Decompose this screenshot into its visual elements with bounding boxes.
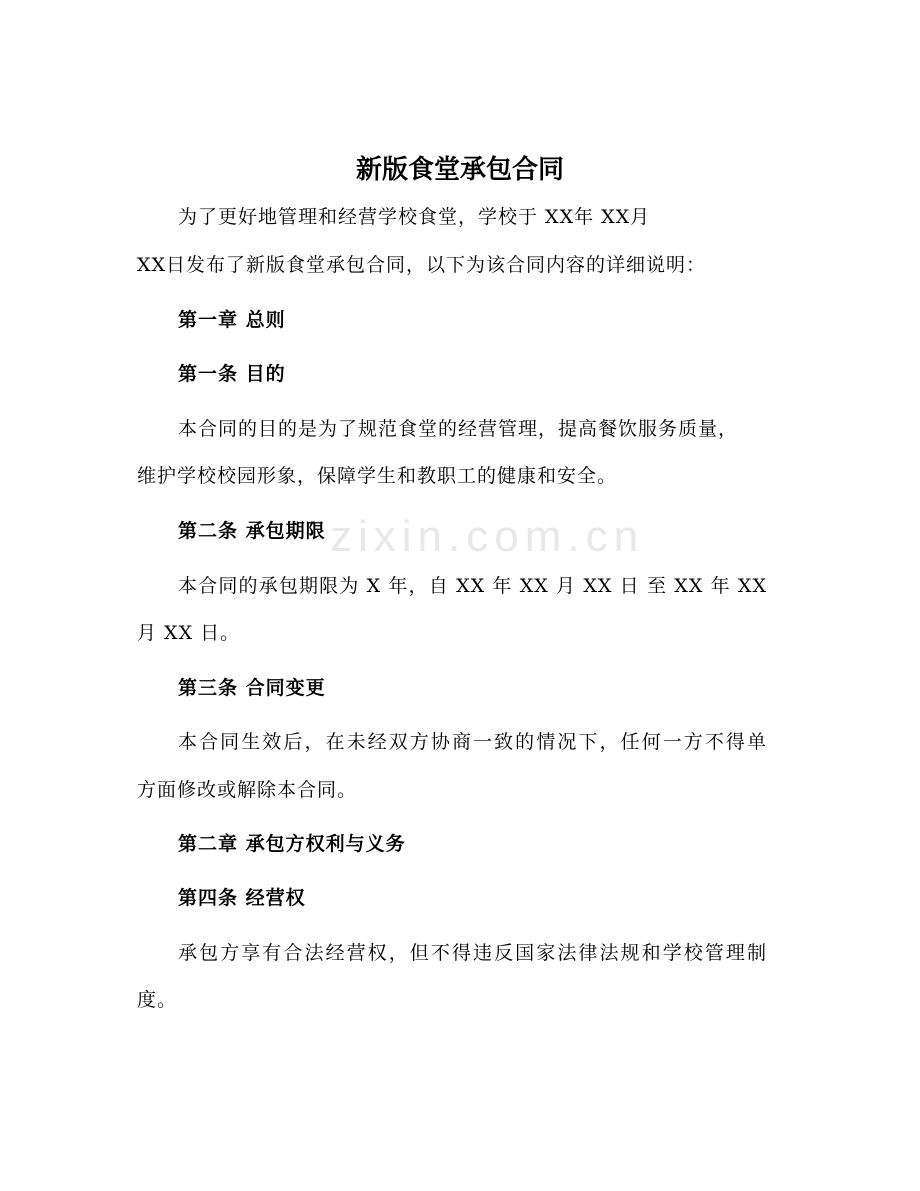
chapter-1-heading: 第一章 总则 — [178, 309, 286, 331]
article-4-heading: 第四条 经营权 — [178, 887, 306, 909]
chapter-2-heading: 第二章 承包方权利与义务 — [178, 833, 406, 855]
article-2-heading: 第二条 承包期限 — [178, 520, 326, 542]
intro-line-1: 为了更好地管理和经营学校食堂，学校于 XX年 XX月 — [178, 206, 651, 228]
article-3-line-2: 方面修改或解除本合同。 — [137, 779, 358, 801]
article-1-line-1: 本合同的目的是为了规范食堂的经营管理，提高餐饮服务质量， — [178, 418, 739, 440]
article-3-heading: 第三条 合同变更 — [178, 677, 326, 699]
article-1-heading: 第一条 目的 — [178, 363, 286, 385]
article-4-line-1: 承包方享有合法经营权，但不得违反国家法律法规和学校管理制 — [178, 942, 767, 964]
watermark: zixin.com.cn — [330, 512, 645, 561]
article-2-line-1: 本合同的承包期限为 X 年，自 XX 年 XX 月 XX 日 至 XX 年 XX — [178, 575, 767, 597]
article-1-line-2: 维护学校校园形象，保障学生和教职工的健康和安全。 — [137, 465, 618, 487]
article-4-line-2: 度。 — [137, 989, 178, 1011]
article-2-line-2: 月 XX 日。 — [137, 622, 241, 644]
intro-line-2: XX日发布了新版食堂承包合同，以下为该合同内容的详细说明： — [137, 254, 707, 276]
document-title: 新版食堂承包合同 — [355, 155, 564, 185]
article-3-line-1: 本合同生效后，在未经双方协商一致的情况下，任何一方不得单 — [178, 731, 767, 753]
